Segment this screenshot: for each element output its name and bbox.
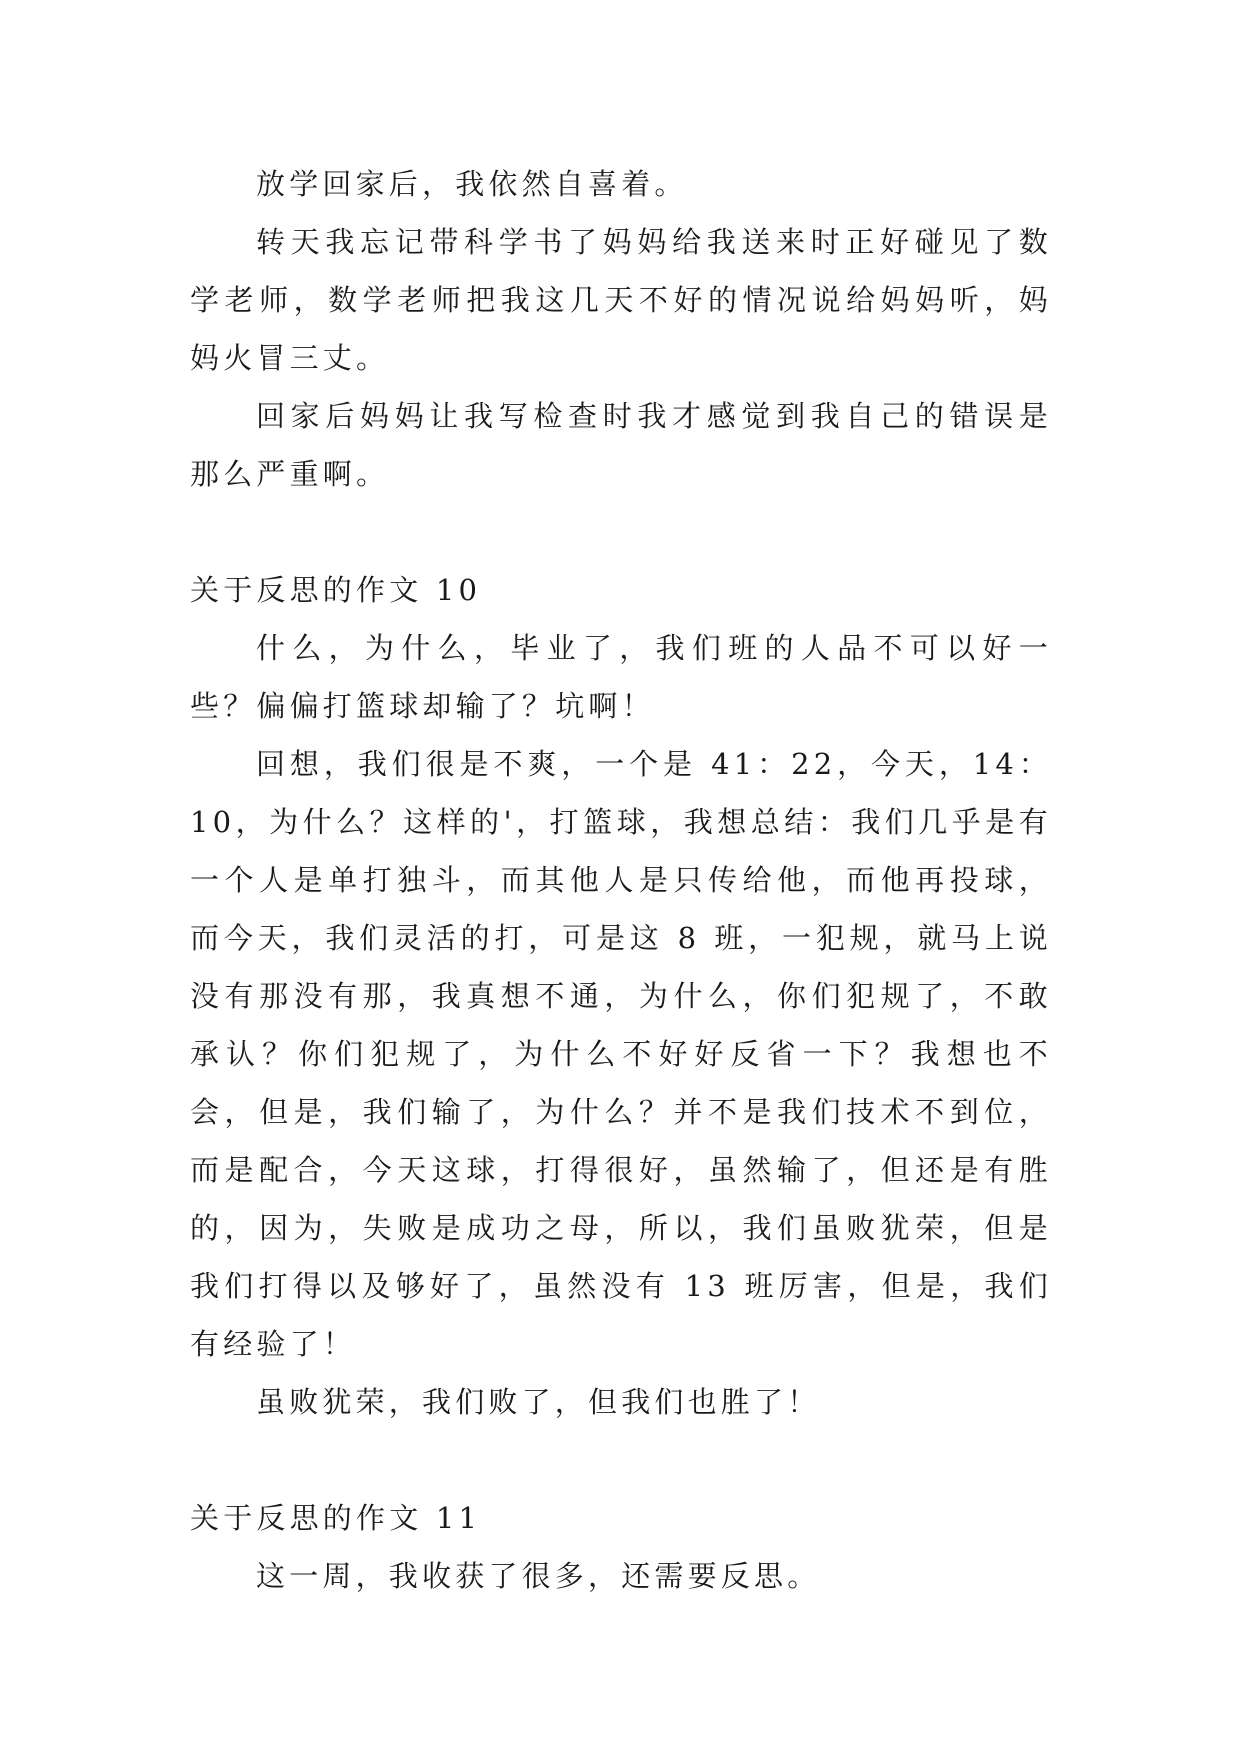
- document-body: [190, 155, 1052, 1605]
- paragraph: 回想，我们很是不爽，一个是 41：22，今天，14：10，为什么？这样的'，打篮球，我想总结：我们几乎是有一个人是单打独斗，而其他人是只传给他，而他再投球，而今天，我们灵活的打，可是这 8 班，一犯规，就马上说没有那没有那，我真想不通，为什么，你们犯规了，不敢承认？你们犯规了，为什么不好好反省一下？我想也不会，但是，我们输了，为什么？并不是我们技术不到位，而是配合，今天这球，打得很好，虽然输了，但还是有胜的，因为，失败是成功之母，所以，我们虽败犹荣，但是我们打得以及够好了，虽然没有 13 班厉害，但是，我们有经验了！: [190, 747, 1052, 1361]
- paragraph: 什么，为什么，毕业了，我们班的人品不可以好一些？偏偏打篮球却输了？坑啊！: [190, 631, 1052, 723]
- paragraph: 这一周，我收获了很多，还需要反思。: [256, 1559, 821, 1593]
- section-heading: 关于反思的作文 11: [190, 1501, 482, 1535]
- paragraph: 虽败犹荣，我们败了，但我们也胜了！: [256, 1385, 821, 1419]
- paragraph: 放学回家后，我依然自喜着。: [256, 167, 688, 201]
- section-heading: 关于反思的作文 10: [190, 573, 482, 607]
- paragraph: 转天我忘记带科学书了妈妈给我送来时正好碰见了数学老师，数学老师把我这几天不好的情况说给妈妈听，妈妈火冒三丈。: [190, 225, 1052, 375]
- paragraph: 回家后妈妈让我写检查时我才感觉到我自己的错误是那么严重啊。: [190, 399, 1052, 491]
